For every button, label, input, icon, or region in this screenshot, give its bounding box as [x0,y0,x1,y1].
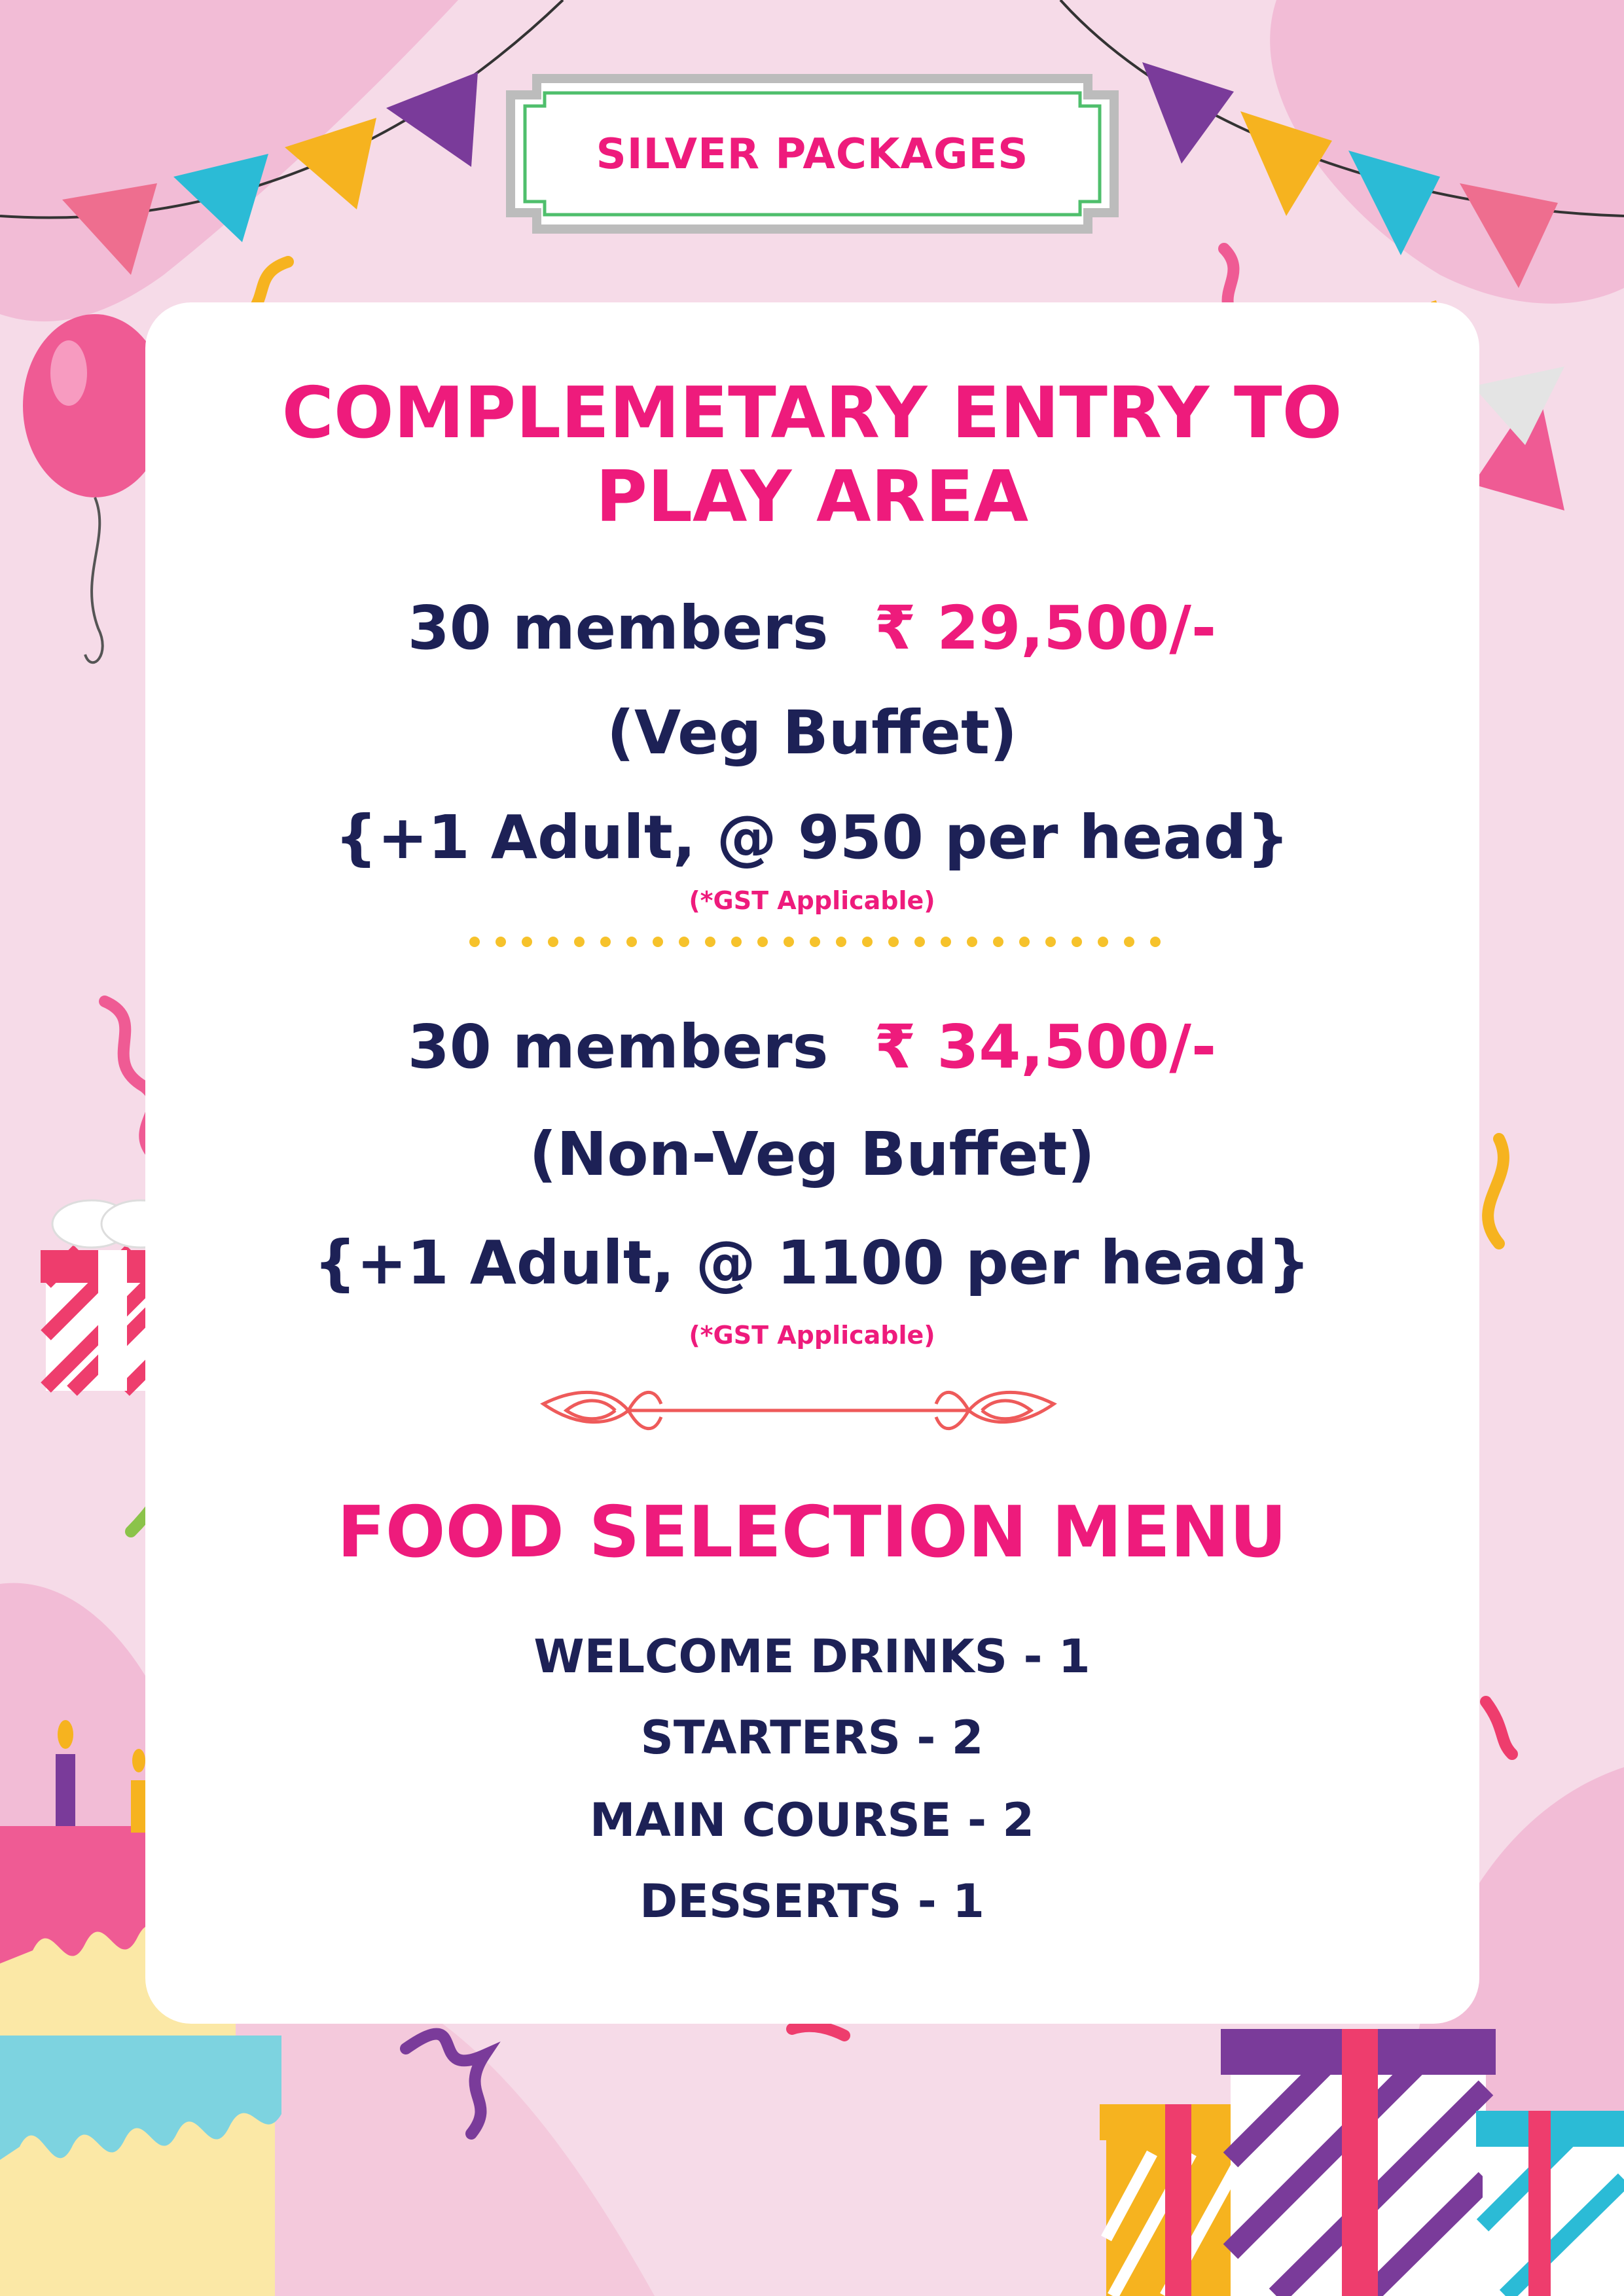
package-1-extra: {+1 Adult, @ 950 per head} [334,802,1290,872]
package-1-price-line [0,589,1624,668]
menu-item-desserts: DESSERTS - 1 [640,1874,984,1928]
title-badge: SILVER PACKAGES [596,130,1029,179]
package-1-members: 30 members [407,593,829,663]
package-2-price-line [0,1008,1624,1086]
heading-line-1: COMPLEMETARY ENTRY TO [281,372,1343,454]
food-menu-title: FOOD SELECTION MENU [336,1492,1288,1573]
menu-item-welcome-drinks: WELCOME DRINKS - 1 [533,1630,1091,1683]
package-2-gst-note: (*GST Applicable) [689,1321,935,1350]
heading-line-2: PLAY AREA [595,456,1029,538]
menu-item-starters: STARTERS - 2 [640,1711,984,1765]
package-2-price: ₹ 34,500/- [874,1012,1217,1082]
package-1-gst-note: (*GST Applicable) [689,886,935,915]
package-2-buffet: (Non-Veg Buffet) [529,1119,1095,1189]
package-1-price: ₹ 29,500/- [874,593,1217,663]
package-2-members: 30 members [407,1012,829,1082]
menu-item-main-course: MAIN COURSE - 2 [589,1793,1035,1847]
package-1-buffet: (Veg Buffet) [606,698,1018,768]
dotted-divider [465,932,1172,952]
ornament-divider [537,1374,1060,1446]
package-2-extra: {+1 Adult, @ 1100 per head} [314,1228,1310,1298]
